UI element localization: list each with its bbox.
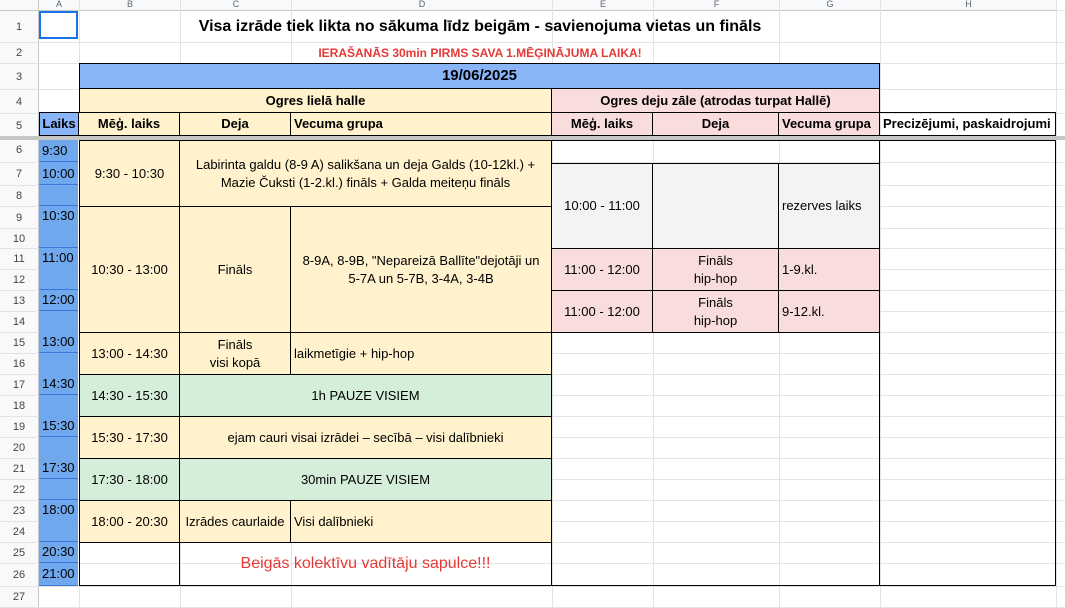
hall-rehearsal-time-header[interactable]: Mēģ. laiks: [78, 112, 180, 136]
row-header-25[interactable]: 25: [0, 543, 39, 563]
row-header-10[interactable]: 10: [0, 229, 39, 248]
time-label: 11:00: [42, 250, 74, 265]
time-label: 10:00: [42, 166, 75, 181]
row-header-7[interactable]: 7: [0, 163, 39, 185]
grid-col-line: [1056, 0, 1057, 607]
dance-age-group-header[interactable]: Vecuma grupa: [778, 112, 880, 136]
row-header-1[interactable]: 1: [0, 11, 39, 42]
time-cell[interactable]: [39, 479, 78, 500]
row-header-23[interactable]: 23: [0, 501, 39, 521]
dance-line: Fināls: [698, 294, 733, 310]
dance-line: hip-hop: [693, 312, 738, 328]
hall-time-cell[interactable]: 9:30 - 10:30: [79, 140, 180, 207]
pause-cell[interactable]: 1h PAUZE VISIEM: [179, 374, 552, 417]
row-header-6[interactable]: 6: [0, 138, 39, 162]
row-header-21[interactable]: 21: [0, 459, 39, 479]
row-header-12[interactable]: 12: [0, 270, 39, 290]
hall-time-cell[interactable]: 14:30 - 15:30: [79, 374, 180, 417]
time-label: 17:30: [42, 460, 75, 475]
time-label: 9:30: [42, 143, 68, 158]
row-header-4[interactable]: 4: [0, 90, 39, 113]
hall-time-cell[interactable]: 17:30 - 18:00: [79, 458, 180, 501]
venue-hall-header[interactable]: Ogres lielā halle: [79, 88, 552, 113]
notes-header[interactable]: Precizējumi, paskaidrojumi: [879, 112, 1056, 136]
column-header-e[interactable]: E: [553, 0, 653, 11]
row-header-15[interactable]: 15: [0, 333, 39, 353]
column-header-b[interactable]: B: [80, 0, 180, 11]
dance-dance-cell[interactable]: [652, 248, 779, 291]
closing-meeting-cell[interactable]: Beigās kolektīvu vadītāju sapulce!!!: [179, 542, 552, 586]
dance-rehearsal-time-header[interactable]: Mēģ. laiks: [551, 112, 653, 136]
hall-time-cell[interactable]: 15:30 - 17:30: [79, 416, 180, 459]
row-header-3[interactable]: 3: [0, 64, 39, 89]
time-column-header[interactable]: Laiks: [39, 112, 79, 136]
frozen-rows-divider[interactable]: [0, 136, 1065, 140]
dance-empty-area[interactable]: [551, 332, 880, 586]
pause-cell[interactable]: 30min PAUZE VISIEM: [179, 458, 552, 501]
arrival-notice[interactable]: IERAŠANĀS 30min PIRMS SAVA 1.MĒĢINĀJUMA LAIKA!: [318, 45, 642, 60]
grid-row-line: [0, 586, 1065, 587]
time-label: 14:30: [42, 376, 75, 391]
row-header-20[interactable]: 20: [0, 438, 39, 458]
dance-line: Fināls: [698, 252, 733, 268]
time-label: 13:00: [42, 334, 75, 349]
row-header-14[interactable]: 14: [0, 312, 39, 332]
hall-dance-cell[interactable]: Fināls: [179, 206, 291, 333]
hall-dance-header[interactable]: Deja: [179, 112, 291, 136]
date-header[interactable]: 19/06/2025: [79, 63, 880, 89]
hall-dance-cell[interactable]: [179, 332, 291, 375]
dance-line: Fināls: [217, 336, 253, 352]
dance-dance-header[interactable]: Deja: [652, 112, 779, 136]
time-label: 15:30: [42, 418, 75, 433]
row-header-16[interactable]: 16: [0, 354, 39, 374]
row-header-9[interactable]: 9: [0, 207, 39, 228]
row-header-18[interactable]: 18: [0, 396, 39, 416]
notes-column[interactable]: [879, 140, 1056, 586]
row-header-11[interactable]: 11: [0, 249, 39, 269]
dance-group-cell[interactable]: 9-12.kl.: [778, 290, 880, 333]
dance-group-cell[interactable]: rezerves laiks: [778, 163, 880, 249]
hall-time-cell[interactable]: 10:30 - 13:00: [79, 206, 180, 333]
dance-dance-cell[interactable]: [652, 290, 779, 333]
row-header-26[interactable]: 26: [0, 564, 39, 586]
dance-time-cell[interactable]: 11:00 - 12:00: [551, 290, 653, 333]
dance-group-cell[interactable]: 1-9.kl.: [778, 248, 880, 291]
time-label: 20:30: [42, 544, 75, 559]
hall-activity-cell[interactable]: Labirinta galdu (8-9 A) salikšana un deja Galds (10-12kl.) + Mazie Čuksti (1-2.kl.) fināls + Galda meiteņu fināls: [179, 140, 552, 207]
column-header-a[interactable]: A: [39, 0, 79, 11]
time-label: 12:00: [42, 292, 75, 307]
hall-activity-cell[interactable]: ejam cauri visai izrādei – secībā – visi dalībnieki: [179, 416, 552, 459]
sheet-title[interactable]: Visa izrāde tiek likta no sākuma līdz beigām - savienojuma vietas un fināls: [198, 17, 762, 35]
time-cell[interactable]: [39, 185, 78, 206]
row-header-22[interactable]: 22: [0, 480, 39, 500]
hall-time-cell[interactable]: 18:00 - 20:30: [79, 500, 180, 543]
hall-age-group-header[interactable]: Vecuma grupa: [290, 112, 552, 136]
column-header-c[interactable]: C: [181, 0, 291, 11]
dance-line: visi kopā: [209, 354, 261, 370]
hall-group-cell[interactable]: Visi dalībnieki: [290, 500, 552, 543]
row-header-19[interactable]: 19: [0, 417, 39, 437]
column-header-f[interactable]: F: [654, 0, 779, 11]
venue-dance-header[interactable]: Ogres deju zāle (atrodas turpat Hallē): [551, 88, 880, 113]
empty-cell[interactable]: [79, 542, 180, 586]
dance-line: hip-hop: [693, 270, 738, 286]
hall-group-cell[interactable]: laikmetīgie + hip-hop: [290, 332, 552, 375]
hall-dance-cell[interactable]: Izrādes caurlaide: [179, 500, 291, 543]
row-header-8[interactable]: 8: [0, 186, 39, 206]
row-header-2[interactable]: 2: [0, 43, 39, 63]
time-label: 21:00: [42, 566, 75, 581]
hall-time-cell[interactable]: 13:00 - 14:30: [79, 332, 180, 375]
column-header-h[interactable]: H: [881, 0, 1056, 11]
row-header-27[interactable]: 27: [0, 587, 39, 607]
dance-empty-row[interactable]: [551, 140, 880, 164]
hall-group-cell[interactable]: 8-9A, 8-9B, "Nepareizā Ballīte"dejotāji un 5-7A un 5-7B, 3-4A, 3-4B: [290, 206, 552, 333]
active-cell-selection: [39, 11, 78, 39]
time-label: 18:00: [42, 502, 75, 517]
dance-time-cell[interactable]: 10:00 - 11:00: [551, 163, 653, 249]
dance-time-cell[interactable]: 11:00 - 12:00: [551, 248, 653, 291]
column-header-d[interactable]: D: [292, 0, 552, 11]
dance-dance-cell[interactable]: [652, 163, 779, 249]
row-header-13[interactable]: 13: [0, 291, 39, 311]
time-label: 10:30: [42, 208, 75, 223]
row-header-24[interactable]: 24: [0, 522, 39, 542]
row-header-17[interactable]: 17: [0, 375, 39, 395]
column-header-g[interactable]: G: [780, 0, 880, 11]
row-header-5[interactable]: 5: [0, 114, 39, 137]
select-all-corner[interactable]: [0, 0, 39, 11]
